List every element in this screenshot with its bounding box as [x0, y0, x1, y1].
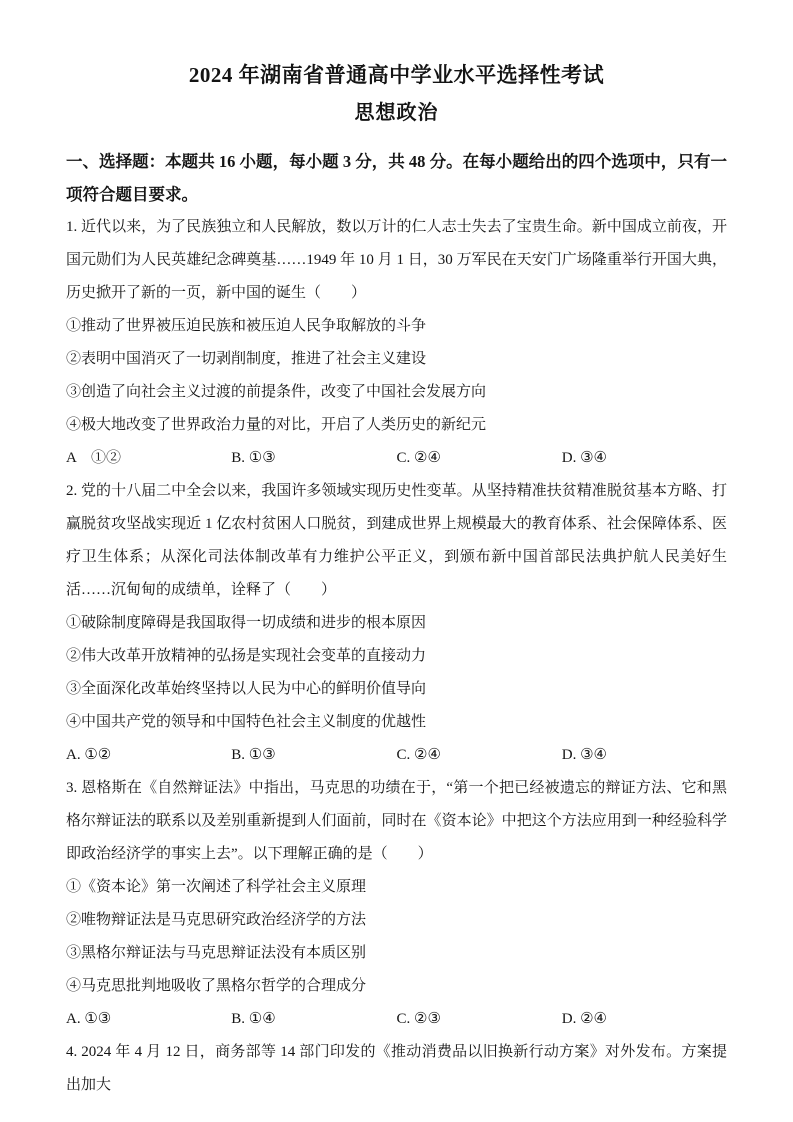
question-2-stem: 2. 党的十八届二中全会以来，我国许多领域实现历史性变革。从坚持精准扶贫精准脱贫基本方略、打赢脱贫攻坚战实现近 1 亿农村贫困人口脱贫，到建成世界上规模最大的教育体系、社会保障体系、医疗卫生体系；从深化司法体制改革有力维护公平正义，到颁布新中国首部民法典护航人民美好生活……沉甸甸的成绩单，诠释了（ ）	[66, 483, 727, 598]
exam-title: 2024 年湖南省普通高中学业水平选择性考试	[188, 63, 605, 87]
question-3-option-c: C. ②③	[396, 1011, 441, 1027]
question-2-options	[66, 739, 727, 772]
question-2-item-3: ③全面深化改革始终坚持以人民为中心的鲜明价值导向	[66, 681, 427, 697]
question-3-item-4: ④马克思批判地吸收了黑格尔哲学的合理成分	[66, 978, 367, 994]
question-3-item-3: ③黑格尔辩证法与马克思辩证法没有本质区别	[66, 945, 367, 961]
question-1-option-a: A ①②	[66, 450, 122, 466]
question-1-option-d: D. ③④	[561, 450, 607, 466]
section-instructions: 一、选择题：本题共 16 小题，每小题 3 分，共 48 分。在每小题给出的四个选项中，只有一项符合题目要求。	[66, 152, 727, 204]
question-1-option-c: C. ②④	[396, 450, 441, 466]
question-3-option-d: D. ②④	[561, 1011, 607, 1027]
question-2-item-2: ②伟大改革开放精神的弘扬是实现社会变革的直接动力	[66, 648, 427, 664]
question-3-item-2: ②唯物辩证法是马克思研究政治经济学的方法	[66, 912, 367, 928]
question-3-option-a: A. ①③	[66, 1011, 112, 1027]
question-2-option-b: B. ①③	[231, 747, 276, 763]
question-1	[66, 211, 727, 475]
question-4-stem: 4. 2024 年 4 月 12 日，商务部等 14 部门印发的《推动消费品以旧换新行动方案》对外发布。方案提出加大	[66, 1044, 727, 1093]
question-2-option-a: A. ①②	[66, 747, 112, 763]
question-2-option-d: D. ③④	[561, 747, 607, 763]
question-2-item-4: ④中国共产党的领导和中国特色社会主义制度的优越性	[66, 714, 427, 730]
question-3-option-b: B. ①④	[231, 1011, 276, 1027]
question-1-item-4: ④极大地改变了世界政治力量的对比，开启了人类历史的新纪元	[66, 417, 487, 433]
question-4	[66, 1036, 727, 1102]
question-3	[66, 772, 727, 1036]
question-1-stem: 1. 近代以来，为了民族独立和人民解放，数以万计的仁人志士失去了宝贵生命。新中国成立前夜，开国元勋们为人民英雄纪念碑奠基……1949 年 10 月 1 日，30 万军民在天安门广场隆重举行开国大典，历史掀开了新的一页，新中国的诞生（ ）	[66, 219, 727, 301]
question-1-options	[66, 442, 727, 475]
question-1-item-1: ①推动了世界被压迫民族和被压迫人民争取解放的斗争	[66, 318, 427, 334]
question-2-option-c: C. ②④	[396, 747, 441, 763]
question-3-options	[66, 1003, 727, 1036]
question-2	[66, 475, 727, 772]
question-3-item-1: ①《资本论》第一次阐述了科学社会主义原理	[66, 879, 367, 895]
question-2-item-1: ①破除制度障碍是我国取得一切成绩和进步的根本原因	[66, 615, 427, 631]
question-1-item-3: ③创造了向社会主义过渡的前提条件，改变了中国社会发展方向	[66, 384, 487, 400]
question-1-item-2: ②表明中国消灭了一切剥削制度，推进了社会主义建设	[66, 351, 427, 367]
exam-subject-title: 思想政治	[354, 102, 439, 124]
question-1-option-b: B. ①③	[231, 450, 276, 466]
question-3-stem: 3. 恩格斯在《自然辩证法》中指出，马克思的功绩在于，“第一个把已经被遗忘的辩证方法、它和黑格尔辩证法的联系以及差别重新提到人们面前，同时在《资本论》中把这个方法应用到一种经验科学即政治经济学的事实上去”。以下理解正确的是（ ）	[66, 780, 727, 862]
